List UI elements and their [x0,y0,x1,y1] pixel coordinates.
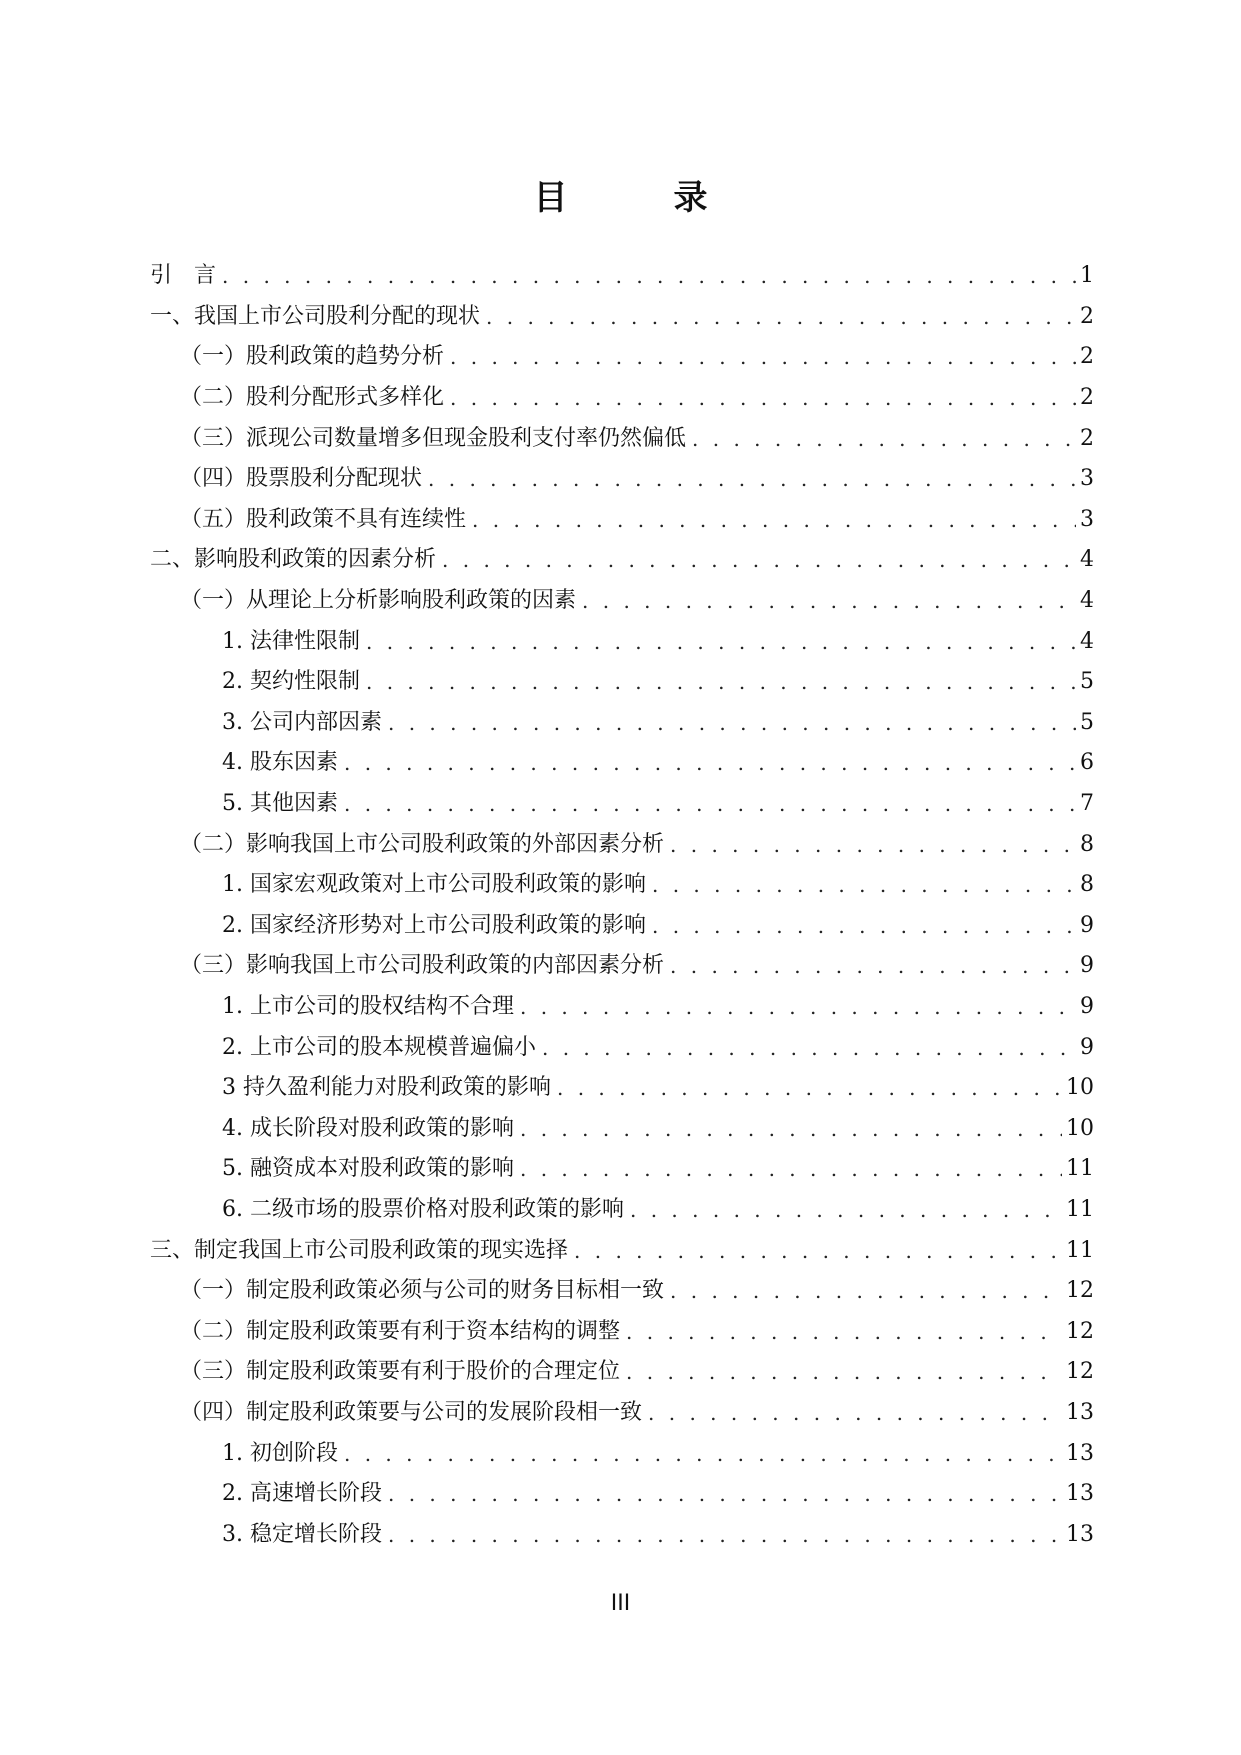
toc-entry-label: 1. 国家宏观政策对上市公司股利政策的影响 [222,872,646,898]
toc-leader-dots [388,1480,1062,1508]
toc-entry-page-number: 4 [1080,628,1094,654]
toc-entry-label: （二）制定股利政策要有利于资本结构的调整 [180,1318,621,1344]
toc-leader-dots [542,1034,1076,1062]
toc-entry-label: （三）制定股利政策要有利于股价的合理定位 [180,1359,621,1385]
toc-entry-label: （二）股利分配形式多样化 [180,385,445,411]
toc-entry[interactable] [150,418,1094,459]
toc-entry-page-number: 2 [1080,425,1094,451]
toc-leader-dots [486,303,1076,331]
toc-entry-page-number: 13 [1066,1399,1094,1425]
toc-entry-page-number: 5 [1080,669,1094,695]
toc-entry[interactable] [150,378,1094,419]
toc-entry-page-number: 4 [1080,547,1094,573]
toc-entry-label: 1. 法律性限制 [222,628,360,654]
toc-leader-dots [652,912,1076,940]
toc-entry-page-number: 4 [1080,588,1094,614]
toc-leader-dots [366,668,1076,696]
toc-entry-page-number: 13 [1066,1481,1094,1507]
toc-entry-label: 2. 国家经济形势对上市公司股利政策的影响 [222,912,646,938]
toc-leader-dots [648,1399,1062,1427]
toc-entry[interactable] [150,743,1094,784]
toc-entry-page-number: 3 [1080,506,1094,532]
toc-entry-page-number: 2 [1080,303,1094,329]
toc-entry-page-number: 9 [1080,1034,1094,1060]
toc-entry-label: 一、我国上市公司股利分配的现状 [150,303,481,329]
toc-entry[interactable] [150,500,1094,541]
toc-entry[interactable] [150,1190,1094,1231]
toc-entry-label: （三）影响我国上市公司股利政策的内部因素分析 [180,953,665,979]
toc-entry-label: （一）制定股利政策必须与公司的财务目标相一致 [180,1278,665,1304]
toc-entry-label: 引 言 [150,263,217,289]
toc-entry-page-number: 8 [1080,831,1094,857]
toc-entry[interactable] [150,1230,1094,1271]
toc-entry-label: （二）影响我国上市公司股利政策的外部因素分析 [180,831,665,857]
toc-entry[interactable] [150,1271,1094,1312]
toc-entry-page-number: 13 [1066,1521,1094,1547]
toc-leader-dots [472,506,1076,534]
toc-entry-label: 1. 上市公司的股权结构不合理 [222,993,514,1019]
toc-entry[interactable] [150,256,1094,297]
toc-entry-label: 4. 成长阶段对股利政策的影响 [222,1115,514,1141]
toc-entry[interactable] [150,1068,1094,1109]
toc-leader-dots [520,993,1076,1021]
toc-entry-label: 3 持久盈利能力对股利政策的影响 [222,1075,551,1101]
toc-leader-dots [222,262,1076,290]
toc-entry-page-number: 2 [1080,385,1094,411]
toc-leader-dots [630,1196,1062,1224]
toc-entry-page-number: 11 [1066,1237,1094,1263]
toc-leader-dots [574,1237,1062,1265]
toc-entry[interactable] [150,1433,1094,1474]
toc-entry[interactable] [150,581,1094,622]
toc-entry-label: （一）股利政策的趋势分析 [180,344,445,370]
toc-entry[interactable] [150,784,1094,825]
toc-leader-dots [557,1074,1062,1102]
toc-entry-page-number: 12 [1066,1278,1094,1304]
toc-entry[interactable] [150,621,1094,662]
toc-entry-label: 三、制定我国上市公司股利政策的现实选择 [150,1237,569,1263]
toc-entry-page-number: 6 [1080,750,1094,776]
toc-leader-dots [652,871,1076,899]
toc-leader-dots [670,1277,1062,1305]
toc-leader-dots [344,790,1076,818]
toc-entry[interactable] [150,459,1094,500]
toc-entry-label: （四）股票股利分配现状 [180,466,423,492]
toc-entry-page-number: 12 [1066,1359,1094,1385]
toc-leader-dots [582,587,1076,615]
toc-leader-dots [626,1358,1062,1386]
toc-entry-label: 2. 契约性限制 [222,669,360,695]
toc-entry[interactable] [150,865,1094,906]
toc-entry-label: 二、影响股利政策的因素分析 [150,547,437,573]
toc-entry-page-number: 10 [1066,1115,1094,1141]
toc-entry-label: 5. 其他因素 [222,791,338,817]
toc-entry-label: 3. 公司内部因素 [222,709,382,735]
toc-entry[interactable] [150,1311,1094,1352]
toc-entry[interactable] [150,1027,1094,1068]
toc-entry[interactable] [150,1514,1094,1555]
toc-entry-label: （五）股利政策不具有连续性 [180,506,467,532]
toc-leader-dots [388,709,1076,737]
toc-leader-dots [670,952,1076,980]
toc-entry[interactable] [150,337,1094,378]
toc-entry-label: 2. 上市公司的股本规模普遍偏小 [222,1034,536,1060]
toc-leader-dots [344,1440,1062,1468]
toc-entry[interactable] [150,1474,1094,1515]
toc-leader-dots [450,343,1076,371]
toc-leader-dots [428,465,1076,493]
toc-entry-page-number: 12 [1066,1318,1094,1344]
toc-entry-page-number: 5 [1080,709,1094,735]
toc-entry-page-number: 9 [1080,993,1094,1019]
toc-entry-page-number: 7 [1080,791,1094,817]
toc-entry-page-number: 8 [1080,872,1094,898]
toc-entry-label: 4. 股东因素 [222,750,338,776]
toc-leader-dots [344,749,1076,777]
toc-entry[interactable] [150,1352,1094,1393]
toc-entry[interactable] [150,1149,1094,1190]
toc-entry[interactable] [150,987,1094,1028]
toc-entry-page-number: 1 [1080,263,1094,289]
toc-entry-page-number: 3 [1080,466,1094,492]
toc-leader-dots [670,831,1076,859]
toc-leader-dots [692,425,1076,453]
toc-leader-dots [626,1318,1062,1346]
page-title: 目 录 [533,178,744,218]
toc-leader-dots [450,384,1076,412]
toc-entry[interactable] [150,1108,1094,1149]
toc-leader-dots [442,546,1076,574]
toc-entry[interactable] [150,824,1094,865]
toc-entry-label: 6. 二级市场的股票价格对股利政策的影响 [222,1196,624,1222]
toc-leader-dots [388,1521,1062,1549]
toc-entry[interactable] [150,540,1094,581]
toc-entry-label: （四）制定股利政策要与公司的发展阶段相一致 [180,1399,643,1425]
toc-entry-page-number: 11 [1066,1156,1094,1182]
toc-entry-label: （三）派现公司数量增多但现金股利支付率仍然偏低 [180,425,687,451]
toc-leader-dots [520,1155,1062,1183]
table-of-contents [150,256,1094,1555]
toc-leader-dots [520,1115,1062,1143]
toc-entry[interactable] [150,297,1094,338]
toc-entry[interactable] [150,906,1094,947]
toc-entry-label: 2. 高速增长阶段 [222,1481,382,1507]
toc-entry-page-number: 2 [1080,344,1094,370]
toc-entry-page-number: 11 [1066,1196,1094,1222]
toc-entry-page-number: 9 [1080,912,1094,938]
toc-entry-label: 1. 初创阶段 [222,1440,338,1466]
toc-entry[interactable] [150,946,1094,987]
toc-entry-page-number: 10 [1066,1075,1094,1101]
toc-entry[interactable] [150,1393,1094,1434]
toc-entry-label: 5. 融资成本对股利政策的影响 [222,1156,514,1182]
toc-entry-page-number: 13 [1066,1440,1094,1466]
toc-entry-label: （一）从理论上分析影响股利政策的因素 [180,588,577,614]
toc-leader-dots [366,628,1076,656]
toc-entry[interactable] [150,662,1094,703]
toc-entry[interactable] [150,703,1094,744]
toc-entry-page-number: 9 [1080,953,1094,979]
page-number: III [610,1591,631,1616]
toc-entry-label: 3. 稳定增长阶段 [222,1521,382,1547]
